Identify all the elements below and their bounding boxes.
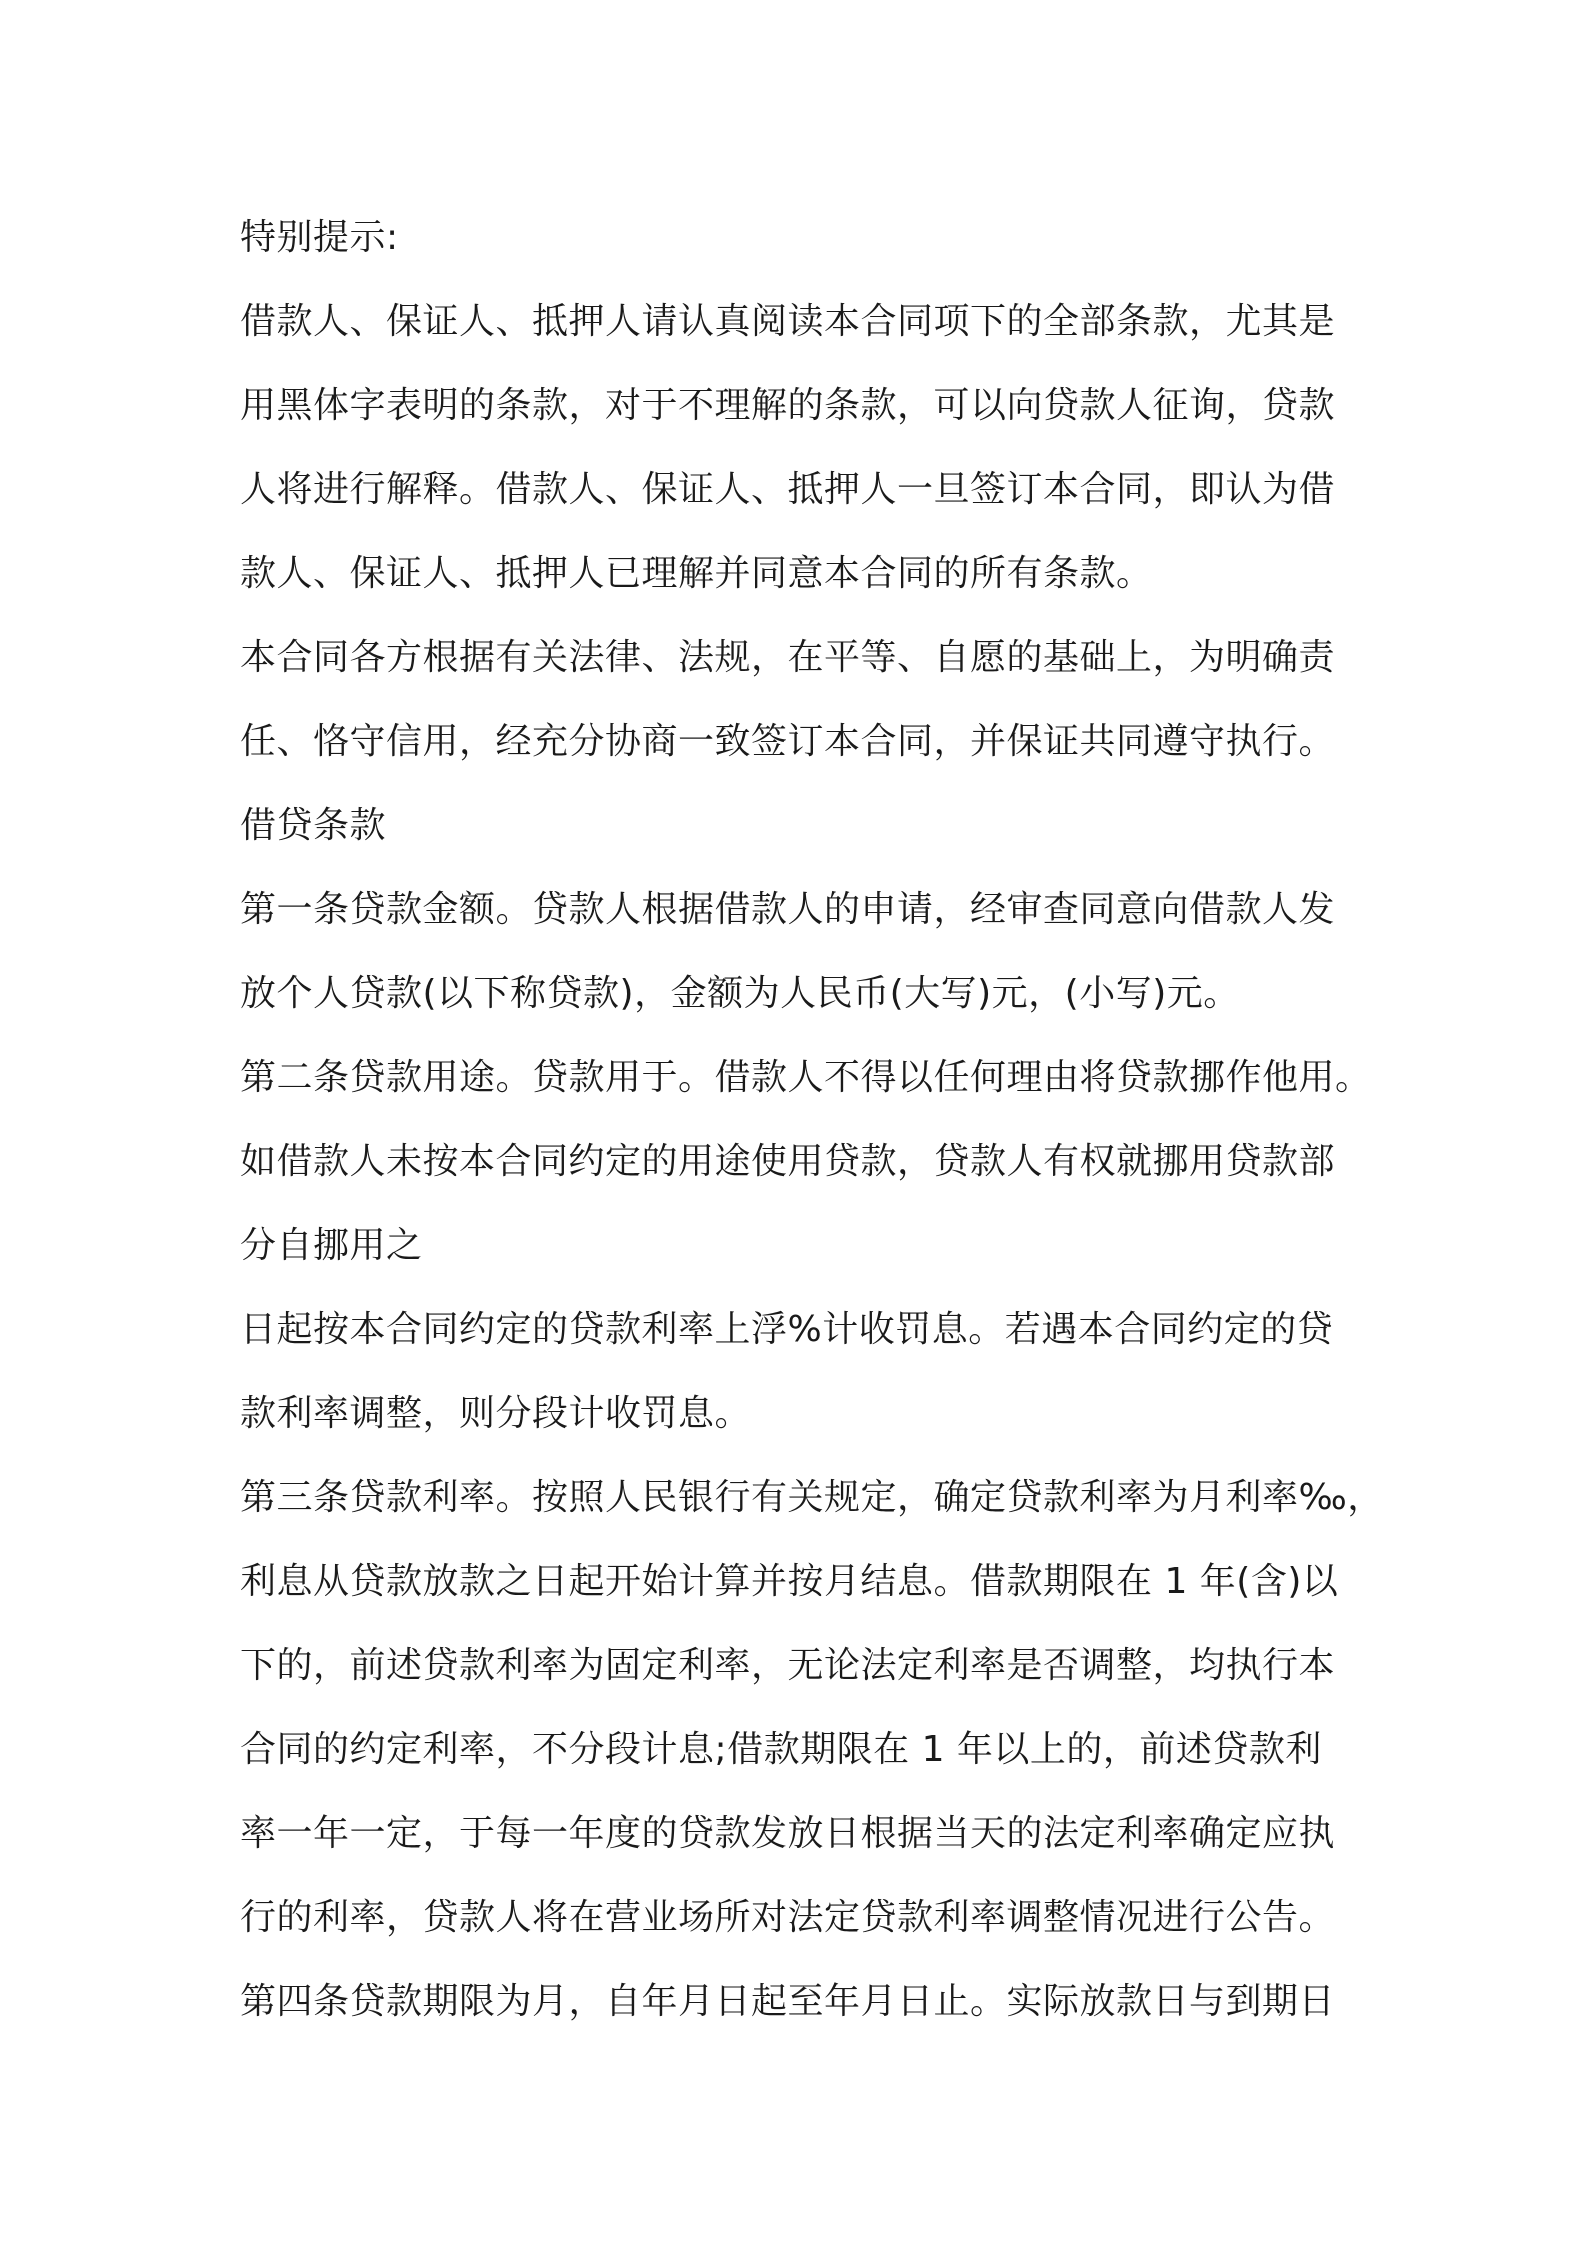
article-3-line: 合同的约定利率，不分段计息;借款期限在 1 年以上的，前述贷款利 [240, 1729, 1322, 1770]
article-3-line: 第三条贷款利率。按照人民银行有关规定，确定贷款利率为月利率‰， [240, 1477, 1384, 1518]
article-1-line: 第一条贷款金额。贷款人根据借款人的申请，经审查同意向借款人发 [240, 889, 1336, 930]
article-3-line: 下的，前述贷款利率为固定利率，无论法定利率是否调整，均执行本 [240, 1645, 1336, 1686]
document-body [240, 196, 1384, 2044]
paragraph-line: 任、恪守信用，经充分协商一致签订本合同，并保证共同遵守执行。 [240, 721, 1336, 762]
article-2-line: 分自挪用之 [240, 1225, 423, 1266]
article-3-line: 率一年一定，于每一年度的贷款发放日根据当天的法定利率确定应执 [240, 1813, 1336, 1854]
paragraph-line: 用黑体字表明的条款，对于不理解的条款，可以向贷款人征询，贷款 [240, 385, 1336, 426]
section-heading: 借贷条款 [240, 805, 387, 846]
article-1-line: 放个人贷款(以下称贷款)，金额为人民币(大写)元，(小写)元。 [240, 973, 1240, 1014]
article-4-line: 第四条贷款期限为月，自年月日起至年月日止。实际放款日与到期日 [240, 1981, 1336, 2022]
article-2-line: 款利率调整，则分段计收罚息。 [240, 1393, 752, 1434]
paragraph-line: 款人、保证人、抵押人已理解并同意本合同的所有条款。 [240, 553, 1153, 594]
notice-heading: 特别提示: [240, 217, 399, 258]
article-3-line: 行的利率，贷款人将在营业场所对法定贷款利率调整情况进行公告。 [240, 1897, 1336, 1938]
article-2-line: 第二条贷款用途。贷款用于。借款人不得以任何理由将贷款挪作他用。 [240, 1057, 1372, 1098]
article-2-line: 如借款人未按本合同约定的用途使用贷款，贷款人有权就挪用贷款部 [240, 1141, 1336, 1182]
article-2-line: 日起按本合同约定的贷款利率上浮%计收罚息。若遇本合同约定的贷 [240, 1309, 1334, 1350]
paragraph-line: 人将进行解释。借款人、保证人、抵押人一旦签订本合同，即认为借 [240, 469, 1336, 510]
article-3-line: 利息从贷款放款之日起开始计算并按月结息。借款期限在 1 年(含)以 [240, 1561, 1339, 1602]
paragraph-line: 本合同各方根据有关法律、法规，在平等、自愿的基础上，为明确责 [240, 637, 1336, 678]
paragraph-line: 借款人、保证人、抵押人请认真阅读本合同项下的全部条款，尤其是 [240, 301, 1336, 342]
